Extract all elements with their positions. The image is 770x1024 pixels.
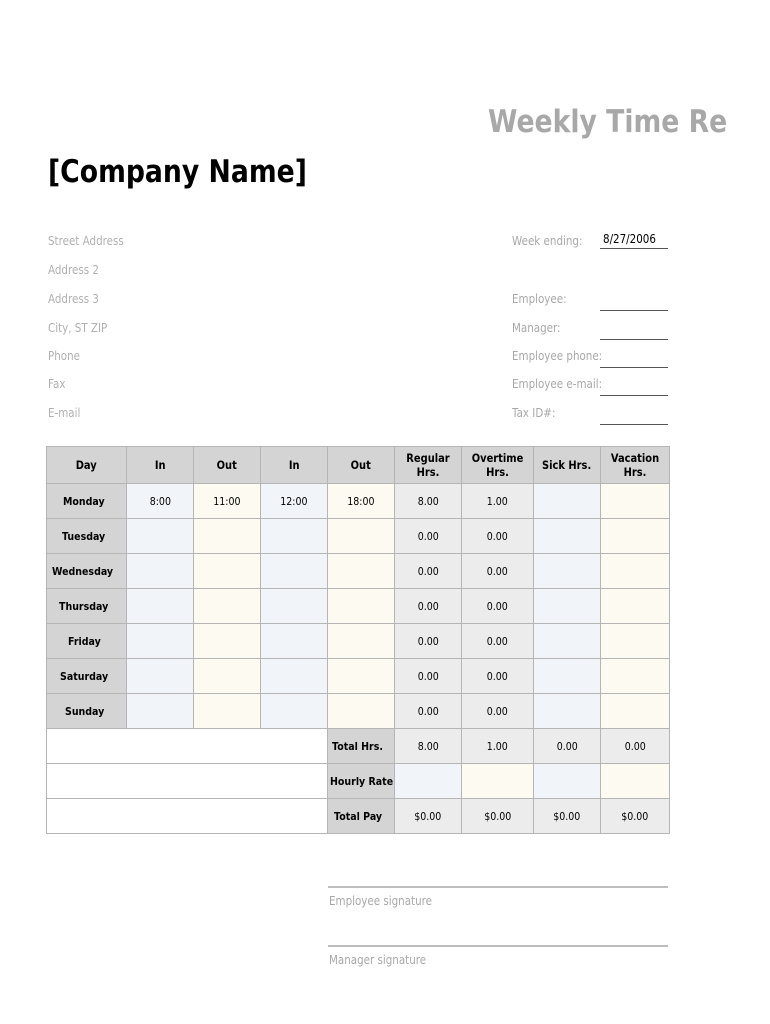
- table-row: [47, 554, 670, 589]
- time-out-cell[interactable]: [328, 659, 395, 694]
- time-in-cell[interactable]: [261, 624, 328, 659]
- vacation-hrs-cell[interactable]: [601, 484, 670, 519]
- document-title: Weekly Time Re: [488, 104, 728, 140]
- day-cell: Wednesday: [47, 554, 127, 589]
- sick-hrs-cell[interactable]: [534, 519, 601, 554]
- rate-vacation-cell[interactable]: [601, 764, 670, 799]
- overtime-hrs-cell: 0.00: [462, 659, 534, 694]
- day-cell: Tuesday: [47, 519, 127, 554]
- time-in-cell[interactable]: [127, 519, 194, 554]
- tax-id-label: Tax ID#:: [512, 406, 556, 420]
- total-pay-label: Total Pay: [328, 799, 395, 834]
- day-cell: Sunday: [47, 694, 127, 729]
- week-ending-label: Week ending:: [512, 234, 583, 248]
- day-cell: Thursday: [47, 589, 127, 624]
- time-in-cell[interactable]: [261, 589, 328, 624]
- address-email[interactable]: E-mail: [48, 406, 81, 420]
- time-in-cell[interactable]: [127, 694, 194, 729]
- time-out-cell[interactable]: [194, 624, 261, 659]
- vacation-hrs-cell[interactable]: [601, 624, 670, 659]
- total-overtime-hrs: 1.00: [462, 729, 534, 764]
- vacation-hrs-cell[interactable]: [601, 694, 670, 729]
- time-out-cell[interactable]: [328, 694, 395, 729]
- header-sick-hrs: Sick Hrs.: [534, 447, 601, 484]
- table-row: [47, 659, 670, 694]
- sick-hrs-cell[interactable]: [534, 694, 601, 729]
- vacation-hrs-cell[interactable]: [601, 659, 670, 694]
- header-overtime-hrs: Overtime Hrs.: [462, 447, 534, 484]
- time-out-cell[interactable]: [194, 589, 261, 624]
- table-row: [47, 589, 670, 624]
- regular-hrs-cell: 0.00: [395, 554, 462, 589]
- sick-hrs-cell[interactable]: [534, 659, 601, 694]
- address-phone[interactable]: Phone: [48, 349, 80, 363]
- vacation-hrs-cell[interactable]: [601, 554, 670, 589]
- employee-email-field[interactable]: [600, 379, 668, 396]
- time-out-cell[interactable]: [194, 519, 261, 554]
- table-header-row: [47, 447, 670, 484]
- address-fax[interactable]: Fax: [48, 377, 66, 391]
- vacation-hrs-cell[interactable]: [601, 589, 670, 624]
- pay-vacation: $0.00: [601, 799, 670, 834]
- time-in-cell[interactable]: [261, 519, 328, 554]
- timesheet-table: [46, 446, 670, 834]
- day-cell: Friday: [47, 624, 127, 659]
- total-vacation-hrs: 0.00: [601, 729, 670, 764]
- rate-sick-cell[interactable]: [534, 764, 601, 799]
- overtime-hrs-cell: 0.00: [462, 589, 534, 624]
- employee-signature-line[interactable]: [328, 886, 668, 888]
- week-ending-value: 8/27/2006: [603, 232, 656, 246]
- total-sick-hrs: 0.00: [534, 729, 601, 764]
- header-out-1: Out: [194, 447, 261, 484]
- time-out-cell[interactable]: [328, 554, 395, 589]
- time-out-cell[interactable]: [328, 624, 395, 659]
- regular-hrs-cell: 8.00: [395, 484, 462, 519]
- time-in-cell[interactable]: [127, 624, 194, 659]
- rate-overtime-cell[interactable]: [462, 764, 534, 799]
- table-row: [47, 694, 670, 729]
- overtime-hrs-cell: 0.00: [462, 554, 534, 589]
- manager-signature-label: Manager signature: [329, 953, 427, 967]
- sick-hrs-cell[interactable]: [534, 554, 601, 589]
- table-row: [47, 624, 670, 659]
- regular-hrs-cell: 0.00: [395, 624, 462, 659]
- regular-hrs-cell: 0.00: [395, 589, 462, 624]
- vacation-hrs-cell[interactable]: [601, 519, 670, 554]
- company-name[interactable]: [Company Name]: [48, 154, 307, 190]
- hourly-rate-row: [47, 764, 670, 799]
- tax-id-field[interactable]: [600, 408, 668, 425]
- time-out-cell[interactable]: [328, 589, 395, 624]
- time-in-cell[interactable]: [261, 659, 328, 694]
- regular-hrs-cell: 0.00: [395, 694, 462, 729]
- time-out-cell[interactable]: 11:00: [194, 484, 261, 519]
- total-hrs-row: [47, 729, 670, 764]
- overtime-hrs-cell: 0.00: [462, 694, 534, 729]
- table-row: [47, 519, 670, 554]
- time-in-cell[interactable]: 12:00: [261, 484, 328, 519]
- header-in-1: In: [127, 447, 194, 484]
- time-in-cell[interactable]: [127, 554, 194, 589]
- address-city-state-zip[interactable]: City, ST ZIP: [48, 321, 108, 335]
- pay-regular: $0.00: [395, 799, 462, 834]
- employee-label: Employee:: [512, 292, 567, 306]
- manager-label: Manager:: [512, 321, 561, 335]
- time-in-cell[interactable]: 8:00: [127, 484, 194, 519]
- header-out-2: Out: [328, 447, 395, 484]
- rate-regular-cell[interactable]: [395, 764, 462, 799]
- address-line-3[interactable]: Address 3: [48, 292, 99, 306]
- employee-phone-label: Employee phone:: [512, 349, 603, 363]
- address-line-2[interactable]: Address 2: [48, 263, 99, 277]
- header-day: Day: [47, 447, 127, 484]
- time-out-cell[interactable]: [194, 659, 261, 694]
- total-regular-hrs: 8.00: [395, 729, 462, 764]
- total-hrs-label: Total Hrs.: [328, 729, 395, 764]
- pay-overtime: $0.00: [462, 799, 534, 834]
- time-out-cell[interactable]: [194, 694, 261, 729]
- time-in-cell[interactable]: [127, 659, 194, 694]
- table-row: [47, 484, 670, 519]
- employee-email-label: Employee e-mail:: [512, 377, 603, 391]
- pay-sick: $0.00: [534, 799, 601, 834]
- address-street[interactable]: Street Address: [48, 234, 124, 248]
- time-out-cell[interactable]: [328, 519, 395, 554]
- overtime-hrs-cell: 1.00: [462, 484, 534, 519]
- time-out-cell[interactable]: [194, 554, 261, 589]
- sick-hrs-cell[interactable]: [534, 484, 601, 519]
- time-in-cell[interactable]: [261, 554, 328, 589]
- day-cell: Saturday: [47, 659, 127, 694]
- manager-field[interactable]: [600, 323, 668, 340]
- time-in-cell[interactable]: [261, 694, 328, 729]
- regular-hrs-cell: 0.00: [395, 519, 462, 554]
- sick-hrs-cell[interactable]: [534, 624, 601, 659]
- week-ending-field[interactable]: [600, 232, 668, 249]
- total-pay-row: [47, 799, 670, 834]
- overtime-hrs-cell: 0.00: [462, 624, 534, 659]
- regular-hrs-cell: 0.00: [395, 659, 462, 694]
- sick-hrs-cell[interactable]: [534, 589, 601, 624]
- manager-signature-line[interactable]: [328, 945, 668, 947]
- header-regular-hrs: Regular Hrs.: [395, 447, 462, 484]
- employee-field[interactable]: [600, 294, 668, 311]
- employee-phone-field[interactable]: [600, 351, 668, 368]
- header-vacation-hrs: Vacation Hrs.: [601, 447, 670, 484]
- day-cell: Monday: [47, 484, 127, 519]
- header-in-2: In: [261, 447, 328, 484]
- time-out-cell[interactable]: 18:00: [328, 484, 395, 519]
- time-in-cell[interactable]: [127, 589, 194, 624]
- employee-signature-label: Employee signature: [329, 894, 433, 908]
- overtime-hrs-cell: 0.00: [462, 519, 534, 554]
- hourly-rate-label: Hourly Rate: [328, 764, 395, 799]
